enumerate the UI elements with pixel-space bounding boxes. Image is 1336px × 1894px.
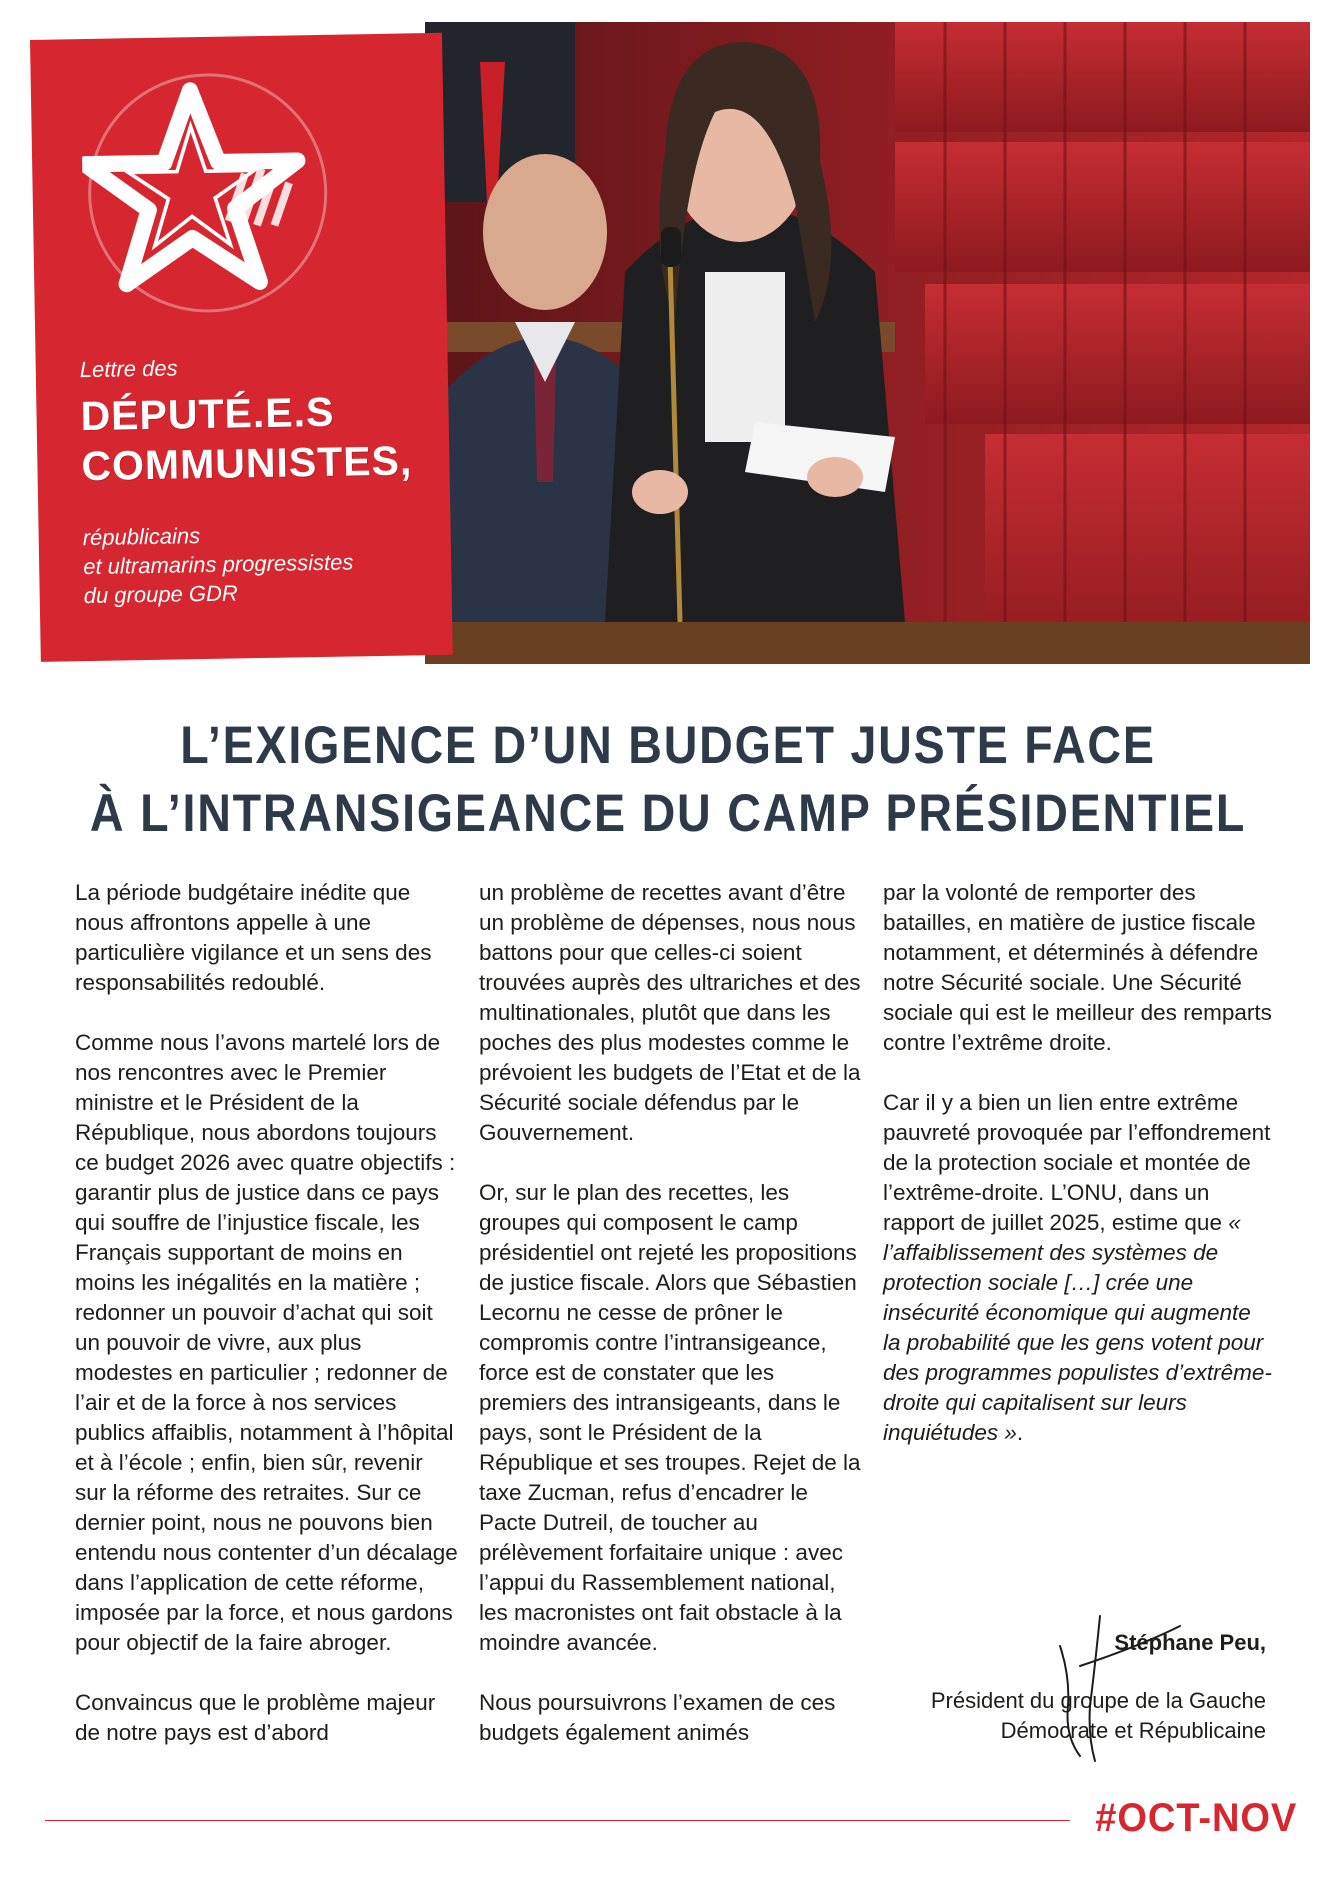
article-column-1 [75,878,460,1778]
signature-role [931,1686,1266,1746]
article-column-3 [883,878,1273,1478]
signature-role-line2: Démocrate et Républicaine [1000,1718,1266,1743]
red-title-panel [30,33,453,662]
paragraph-text: Car il y a bien un lien entre extrême pauvreté provoquée par l’effondrement de la protection sociale et montée de l’extrême-droite. L’ONU, dans un rapport de juillet 2025, estime que [883,1090,1271,1235]
headline-line1: L’EXIGENCE D’UN BUDGET JUSTE FACE [180,716,1156,775]
masthead-subtitle [82,518,354,610]
masthead-title-line2: COMMUNISTES, [81,437,413,490]
masthead-title-line1: DÉPUTÉ.E.S [80,388,335,440]
masthead-sub-line1: républicains [82,523,201,551]
paragraph: Comme nous l’avons martelé lors de nos rencontres avec le Premier ministre et le Président de la République, nous abordons toujours ce budget 2026 avec quatre objectifs : garantir plus de justice dans ce pays qui souffre de l’injustice fiscale, les Français supportant de moins en moins les inégalités en la matière ; redonner un pouvoir d’achat qui soit un pouvoir de vivre, aux plus modestes en particulier ; redonner de l’air et de la force à nos services publics affaiblis, notamment à l’hôpital et à l’école ; enfin, bien sûr, revenir sur la réforme des retraites. Sur ce dernier point, nous ne pouvons bien entendu nous contenter d’un décalage dans l’application de cette réforme, imposée par la force, et nous gardons pour objectif de la faire abroger. [75,1030,458,1655]
masthead-kicker: Lettre des [79,355,178,383]
star-logo-icon [81,71,335,315]
article-headline [80,712,1256,848]
masthead-title [80,385,413,491]
onu-quote: « l’affaiblissement des systèmes de protection sociale […] crée une insécurité économique qui augmente la probabilité que les gens votent pour des programmes populistes d’extrême-droite qui capitalisent sur leurs inquiétudes » [883,1210,1272,1445]
footer-divider [45,1820,1070,1821]
masthead-sub-line3: du groupe GDR [83,580,238,609]
paragraph: par la volonté de remporter des batailles, en matière de justice fiscale notamment, et déterminés à défendre notre Sécurité sociale. Une Sécurité sociale qui est le meilleur des remparts contre l’extrême droite. [883,880,1272,1055]
signature-role-line1: Président du groupe de la Gauche [930,1688,1266,1713]
paragraph: Nous poursuivrons l’examen de ces budgets également animés [479,1690,836,1745]
issue-tag: #OCT-NOV [1095,1796,1298,1840]
paragraph: un problème de recettes avant d’être un problème de dépenses, nous nous battons pour que celles-ci soient trouvées auprès des ultrariches et des multinationales, plutôt que dans les poches des plus modestes comme le prévoient les budgets de l’Etat et de la Sécurité sociale défendus par le Gouvernement. [479,880,861,1145]
paragraph: Or, sur le plan des recettes, les groupes qui composent le camp présidentiel ont rejeté les propositions de justice fiscale. Alors que Sébastien Lecornu ne cesse de prôner le compromis contre l’intransigeance, force est de constater que les premiers des intransigeants, dans le pays, sont le Président de la République et ses troupes. Rejet de la taxe Zucman, refus d’encadrer le Pacte Dutreil, de toucher au prélèvement forfaitaire unique : avec l’appui du Rassemblement national, les macronistes ont fait obstacle à la moindre avancée. [479,1180,861,1655]
article-column-2 [479,878,864,1778]
assembly-photo [425,22,1310,664]
masthead [30,22,1310,670]
paragraph: Convaincus que le problème majeur de notre pays est d’abord [75,1690,436,1745]
paragraph: La période budgétaire inédite que nous affrontons appelle à une particulière vigilance et un sens des responsabilités redoublé. [75,880,432,995]
headline-line2: À L’INTRANSIGEANCE DU CAMP PRÉSIDENTIEL [89,784,1247,843]
masthead-sub-line2: et ultramarins progressistes [82,549,354,580]
signature-name: Stéphane Peu, [1114,1630,1266,1655]
paragraph-with-quote [883,1088,1273,1448]
paragraph-end: . [1016,1420,1024,1445]
